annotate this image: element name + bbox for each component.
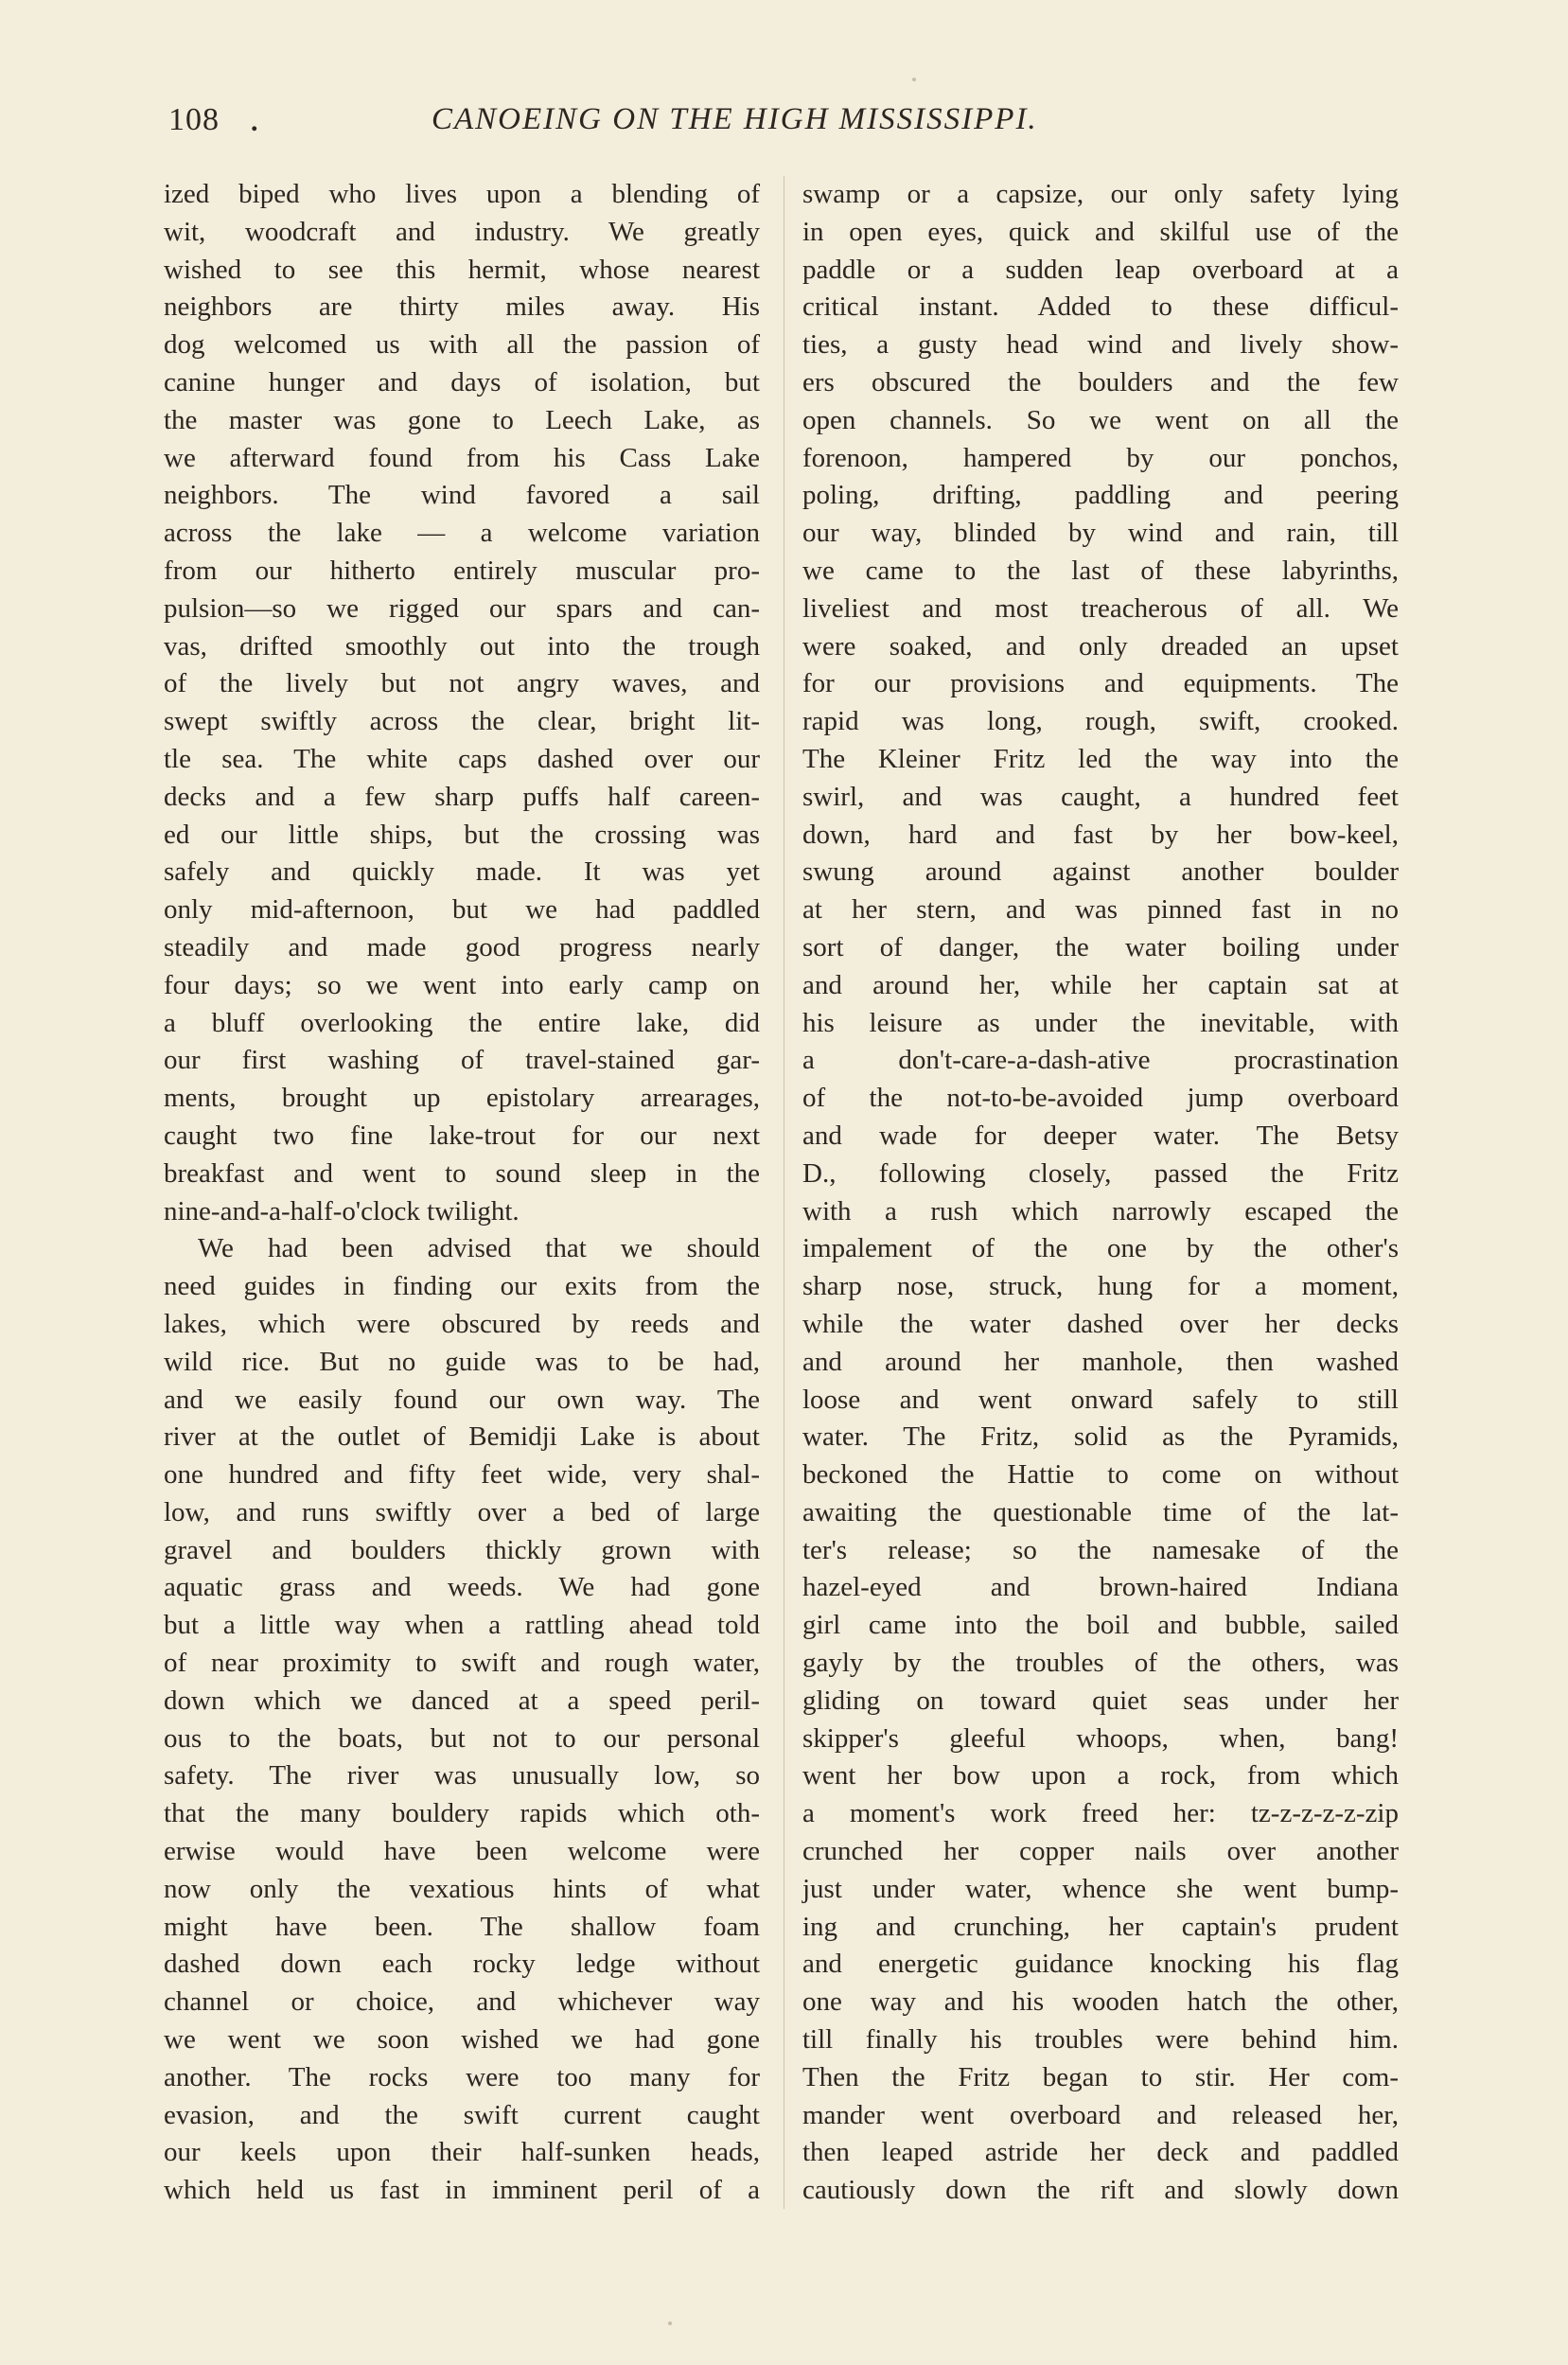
text-line: a moment's work freed her: tz-z-z-z-z-zip [802, 1798, 1399, 1829]
text-line: ing and crunching, her captain's prudent [802, 1911, 1399, 1942]
text-line: then leaped astride her deck and paddled [802, 2137, 1399, 2168]
text-line: swirl, and was caught, a hundred feet [802, 781, 1399, 812]
text-line: down which we danced at a speed peril- [164, 1685, 760, 1716]
left-text-column [164, 176, 760, 2210]
text-line: need guides in finding our exits from the [164, 1271, 760, 1302]
text-line: safely and quickly made. It was yet [164, 856, 760, 888]
text-line: breakfast and went to sound sleep in the [164, 1157, 760, 1189]
text-line: beckoned the Hattie to come on without [802, 1459, 1399, 1491]
text-line: forenoon, hampered by our ponchos, [802, 442, 1399, 473]
text-line: liveliest and most treacherous of all. We [802, 592, 1399, 624]
text-line: The Kleiner Fritz led the way into the [802, 743, 1399, 774]
text-line: four days; so we went into early camp on [164, 969, 760, 1000]
text-line: loose and went onward safely to still [802, 1384, 1399, 1415]
text-line: open channels. So we went on all the [802, 404, 1399, 435]
text-line: that the many bouldery rapids which oth- [164, 1798, 760, 1829]
text-line: his leisure as under the inevitable, with [802, 1007, 1399, 1038]
text-line: now only the vexatious hints of what [164, 1873, 760, 1904]
text-line: our keels upon their half-sunken heads, [164, 2137, 760, 2168]
text-line: caught two fine lake-trout for our next [164, 1120, 760, 1151]
text-line: gliding on toward quiet seas under her [802, 1685, 1399, 1716]
text-line: and around her manhole, then washed [802, 1346, 1399, 1377]
text-line: awaiting the questionable time of the lat- [802, 1496, 1399, 1527]
text-line: just under water, whence she went bump- [802, 1873, 1399, 1904]
text-line: pulsion—so we rigged our spars and can- [164, 592, 760, 624]
text-line: Then the Fritz began to stir. Her com- [802, 2061, 1399, 2092]
text-line: till finally his troubles were behind him. [802, 2024, 1399, 2056]
text-line: for our provisions and equipments. The [802, 668, 1399, 699]
text-line: which held us fast in imminent peril of a [164, 2175, 760, 2206]
text-line: paddle or a sudden leap overboard at a [802, 254, 1399, 285]
text-line: and around her, while her captain sat at [802, 969, 1399, 1000]
text-line: ties, a gusty head wind and lively show- [802, 329, 1399, 361]
text-line: lakes, which were obscured by reeds and [164, 1308, 760, 1339]
page-number: 108 [168, 102, 220, 137]
text-line: swung around against another boulder [802, 856, 1399, 888]
text-line: of near proximity to swift and rough water, [164, 1648, 760, 1679]
text-line: the master was gone to Leech Lake, as [164, 404, 760, 435]
header-ornament-dot: . [251, 106, 258, 137]
text-line: ed our little ships, but the crossing was [164, 819, 760, 850]
text-line: might have been. The shallow foam [164, 1911, 760, 1942]
text-line: only mid-afternoon, but we had paddled [164, 894, 760, 926]
text-line: canine hunger and days of isolation, but [164, 366, 760, 397]
text-line: poling, drifting, paddling and peering [802, 480, 1399, 511]
text-line: ized biped who lives upon a blending of [164, 179, 760, 209]
text-line: cautiously down the rift and slowly down [802, 2175, 1399, 2206]
text-line: we came to the last of these labyrinths, [802, 555, 1399, 586]
text-line: wished to see this hermit, whose nearest [164, 254, 760, 285]
text-line: ers obscured the boulders and the few [802, 366, 1399, 397]
text-line: dog welcomed us with all the passion of [164, 329, 760, 361]
text-line: ous to the boats, but not to our personal [164, 1722, 760, 1754]
text-line: a don't-care-a-dash-ative procrastination [802, 1045, 1399, 1076]
text-line: wit, woodcraft and industry. We greatly [164, 216, 760, 247]
text-line: were soaked, and only dreaded an upset [802, 630, 1399, 662]
text-line: of the lively but not angry waves, and [164, 668, 760, 699]
text-line: critical instant. Added to these difficul- [802, 291, 1399, 323]
text-line: mander went overboard and released her, [802, 2099, 1399, 2130]
text-line: sort of danger, the water boiling under [802, 931, 1399, 962]
running-header [161, 102, 1410, 140]
text-line: neighbors. The wind favored a sail [164, 480, 760, 511]
text-line: and wade for deeper water. The Betsy [802, 1120, 1399, 1151]
text-line: sharp nose, struck, hung for a moment, [802, 1271, 1399, 1302]
text-line: one hundred and fifty feet wide, very shal- [164, 1459, 760, 1491]
text-line: channel or choice, and whichever way [164, 1986, 760, 2018]
text-line: river at the outlet of Bemidji Lake is about [164, 1421, 760, 1453]
text-line: across the lake — a welcome variation [164, 518, 760, 549]
text-line: down, hard and fast by her bow-keel, [802, 819, 1399, 850]
text-line: and we easily found our own way. The [164, 1384, 760, 1415]
text-line: evasion, and the swift current caught [164, 2099, 760, 2130]
text-line: decks and a few sharp puffs half careen- [164, 781, 760, 812]
text-line: water. The Fritz, solid as the Pyramids, [802, 1421, 1399, 1453]
text-line: at her stern, and was pinned fast in no [802, 894, 1399, 926]
text-line: hazel-eyed and brown-haired Indiana [802, 1572, 1399, 1603]
text-line: erwise would have been welcome were [164, 1836, 760, 1867]
text-line: impalement of the one by the other's [802, 1233, 1399, 1264]
text-line: aquatic grass and weeds. We had gone [164, 1572, 760, 1603]
text-line: low, and runs swiftly over a bed of large [164, 1496, 760, 1527]
text-line: went her bow upon a rock, from which [802, 1760, 1399, 1791]
text-line: neighbors are thirty miles away. His [164, 291, 760, 323]
text-line: safety. The river was unusually low, so [164, 1760, 760, 1791]
text-line: of the not-to-be-avoided jump overboard [802, 1083, 1399, 1114]
paper-speck [668, 2321, 672, 2325]
text-line: a bluff overlooking the entire lake, did [164, 1007, 760, 1038]
text-line: gayly by the troubles of the others, was [802, 1648, 1399, 1679]
text-line: skipper's gleeful whoops, when, bang! [802, 1722, 1399, 1754]
text-line: wild rice. But no guide was to be had, [164, 1346, 760, 1377]
running-title: CANOEING ON THE HIGH MISSISSIPPI. [432, 102, 1038, 136]
text-line: dashed down each rocky ledge without [164, 1949, 760, 1980]
text-line: another. The rocks were too many for [164, 2061, 760, 2092]
text-line: from our hitherto entirely muscular pro- [164, 555, 760, 586]
text-line: crunched her copper nails over another [802, 1836, 1399, 1867]
text-line: ter's release; so the namesake of the [802, 1534, 1399, 1565]
text-line: rapid was long, rough, swift, crooked. [802, 706, 1399, 737]
text-line: we afterward found from his Cass Lake [164, 442, 760, 473]
text-line: tle sea. The white caps dashed over our [164, 743, 760, 774]
text-line: and energetic guidance knocking his flag [802, 1949, 1399, 1980]
text-line: vas, drifted smoothly out into the trough [164, 630, 760, 662]
text-line: girl came into the boil and bubble, sailed [802, 1610, 1399, 1641]
text-line: swept swiftly across the clear, bright lit- [164, 706, 760, 737]
paper-speck [912, 78, 916, 81]
text-line: one way and his wooden hatch the other, [802, 1986, 1399, 2018]
right-text-column [802, 176, 1399, 2210]
text-line: swamp or a capsize, our only safety lying [802, 179, 1399, 209]
text-line: gravel and boulders thickly grown with [164, 1534, 760, 1565]
text-line: our way, blinded by wind and rain, till [802, 518, 1399, 549]
text-line: We had been advised that we should [198, 1233, 760, 1264]
text-line: steadily and made good progress nearly [164, 931, 760, 962]
text-line: while the water dashed over her decks [802, 1308, 1399, 1339]
text-line: ments, brought up epistolary arrearages, [164, 1083, 760, 1114]
text-line: with a rush which narrowly escaped the [802, 1195, 1399, 1227]
text-line: nine-and-a-half-o'clock twilight. [164, 1195, 520, 1227]
text-line: in open eyes, quick and skilful use of the [802, 216, 1399, 247]
text-line: our first washing of travel-stained gar- [164, 1045, 760, 1076]
text-line: we went we soon wished we had gone [164, 2024, 760, 2056]
text-line: D., following closely, passed the Fritz [802, 1157, 1399, 1189]
text-line: but a little way when a rattling ahead told [164, 1610, 760, 1641]
